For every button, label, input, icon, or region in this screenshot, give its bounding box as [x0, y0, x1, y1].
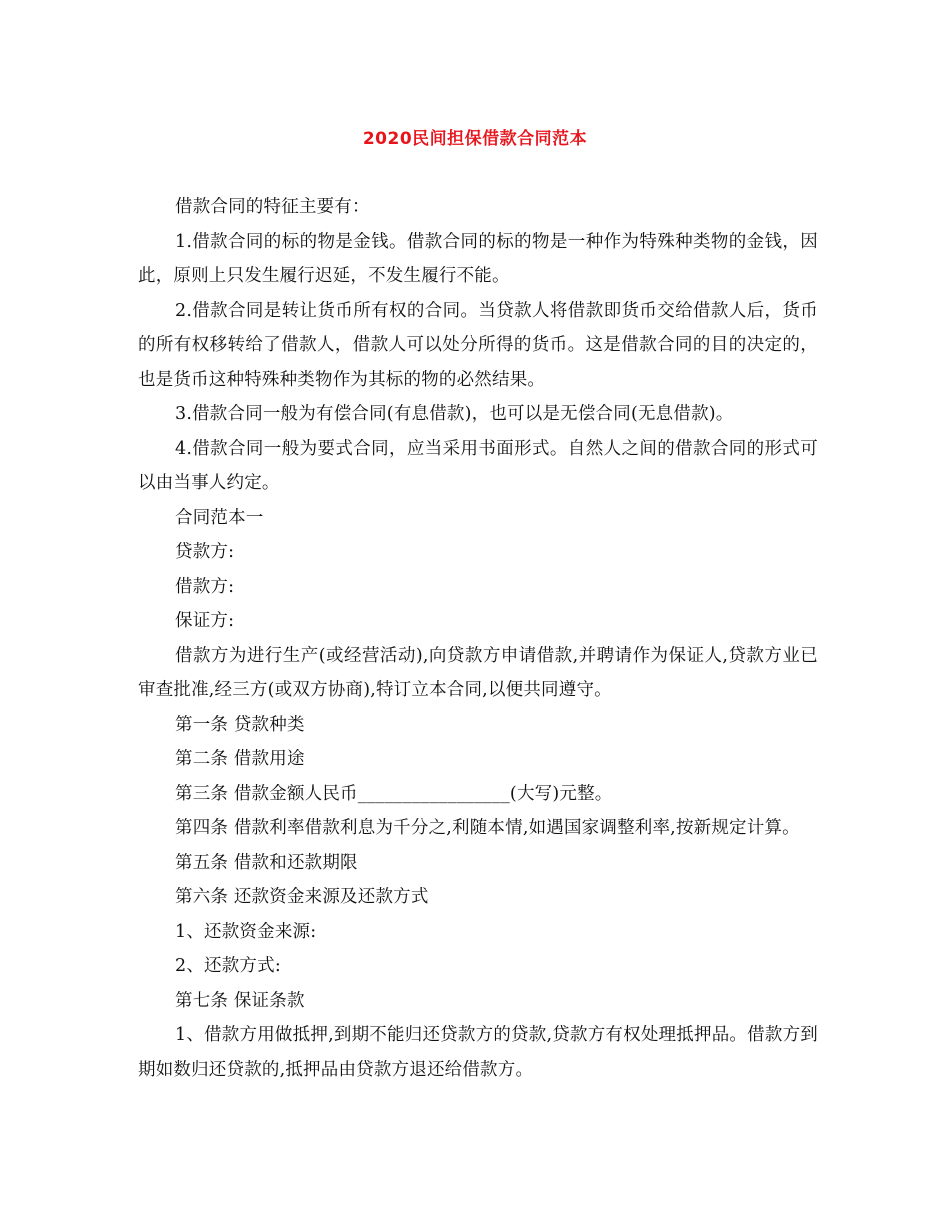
paragraph-repayment-method: 2、还款方式: — [175, 956, 281, 976]
paragraph-article-2: 第二条 借款用途 — [175, 749, 305, 769]
paragraph-article-5: 第五条 借款和还款期限 — [175, 852, 358, 873]
document-body — [138, 190, 818, 1087]
paragraph-guarantor: 保证方: — [175, 611, 235, 631]
paragraph-feature-2: 2.借款合同是转让货币所有权的合同。当贷款人将借款即货币交给借款人后，货币的所有权移转给了借款人，借款人可以处分所得的货币。这是借款合同的目的决定的，也是货币这种特殊种类物作为其标的物的必然结果。 — [138, 300, 818, 390]
paragraph-article-6: 第六条 还款资金来源及还款方式 — [175, 887, 429, 907]
paragraph-article-4: 第四条 借款利率借款利息为千分之,利随本情,如遇国家调整利率,按新规定计算。 — [175, 818, 800, 838]
document-title: 2020民间担保借款合同范本 — [362, 129, 588, 149]
paragraph-repayment-source: 1、还款资金来源: — [175, 921, 317, 942]
paragraph-article-7: 第七条 保证条款 — [175, 990, 305, 1011]
paragraph-lender: 贷款方: — [175, 542, 235, 562]
paragraph-preamble: 借款方为进行生产(或经营活动),向贷款方申请借款,并聘请作为保证人,贷款方业已审查批准,经三方(或双方协商),特订立本合同,以便共同遵守。 — [138, 645, 818, 700]
paragraph-feature-1: 1.借款合同的标的物是金钱。借款合同的标的物是一种作为特殊种类物的金钱，因此，原则上只发生履行迟延，不发生履行不能。 — [138, 231, 818, 286]
paragraph-feature-3: 3.借款合同一般为有偿合同(有息借款)，也可以是无偿合同(无息借款)。 — [175, 404, 734, 424]
paragraph-article-3: 第三条 借款金额人民币_________________(大写)元整。 — [175, 783, 613, 804]
paragraph-template-heading: 合同范本一 — [175, 507, 264, 528]
paragraph-features-intro: 借款合同的特征主要有： — [175, 197, 370, 217]
paragraph-collateral-clause: 1、借款方用做抵押,到期不能归还贷款方的贷款,贷款方有权处理抵押品。借款方到期如数归还贷款的,抵押品由贷款方退还给借款方。 — [138, 1025, 818, 1080]
paragraph-feature-4: 4.借款合同一般为要式合同，应当采用书面形式。自然人之间的借款合同的形式可以由当事人约定。 — [138, 438, 818, 493]
paragraph-borrower: 借款方: — [175, 576, 235, 597]
paragraph-article-1: 第一条 贷款种类 — [175, 714, 305, 735]
